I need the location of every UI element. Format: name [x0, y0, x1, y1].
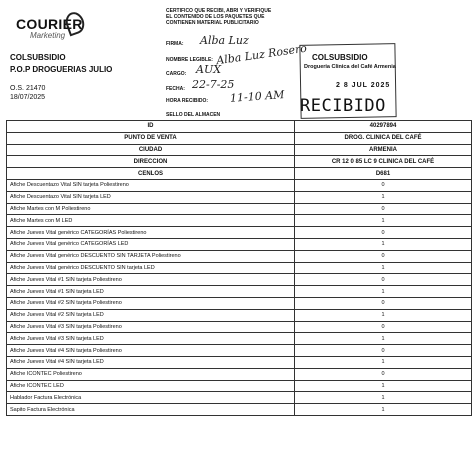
- logo-subtitle: Marketing: [30, 31, 66, 40]
- table-header-row: [7, 144, 472, 156]
- header-value: D681: [295, 168, 472, 180]
- row-quantity: 0: [295, 250, 472, 262]
- row-item: Afiche ICONTEC LED: [7, 380, 295, 392]
- row-item: Afiche Jueves Vital #2 SIN tarjeta LED: [7, 309, 295, 321]
- row-item: Afiche Jueves Vital genérico CATEGORÍAS Poliestireno: [7, 227, 295, 239]
- logo-text: COURIER: [16, 16, 83, 32]
- nombre-value: Alba Luz Rosero: [215, 41, 308, 68]
- header-label: PUNTO DE VENTA: [7, 132, 295, 144]
- row-item: Afiche Descuentazo Vital SIN tarjeta LED: [7, 191, 295, 203]
- row-quantity: 0: [295, 274, 472, 286]
- table-row: [7, 227, 472, 239]
- certificate-text: CERTIFICO QUE RECIBI, ABRI Y VERIFIQUE EL CONTENIDO DE LOS PAQUETES QUE CONTIENEN MATERIAL PUBLICITARIO: [166, 8, 272, 26]
- row-item: Sapito Factura Electrónica: [7, 404, 295, 416]
- stamp-received: RECIBIDO: [300, 96, 386, 116]
- row-item: Afiche Martes con M LED: [7, 215, 295, 227]
- table-row: [7, 356, 472, 368]
- table-row: [7, 345, 472, 357]
- company-subtitle: P.O.P DROGUERIAS JULIO: [10, 65, 113, 74]
- sello-label: SELLO DEL ALMACEN: [166, 112, 221, 118]
- table-header-row: [7, 168, 472, 180]
- row-quantity: 1: [295, 392, 472, 404]
- row-quantity: 1: [295, 215, 472, 227]
- stamp-title: COLSUBSIDIO: [312, 53, 368, 62]
- row-quantity: 0: [295, 179, 472, 191]
- fecha-label: FECHA:: [166, 86, 185, 92]
- row-quantity: 0: [295, 321, 472, 333]
- stamp-subtitle: Drogueria Clinica del Café Armenia: [304, 64, 396, 70]
- row-item: Afiche ICONTEC Poliestireno: [7, 368, 295, 380]
- fecha-value: 22-7-25: [192, 78, 235, 91]
- table-row: [7, 392, 472, 404]
- table-row: [7, 274, 472, 286]
- row-quantity: 1: [295, 333, 472, 345]
- header-label: CIUDAD: [7, 144, 295, 156]
- row-item: Afiche Jueves Vital genérico CATEGORÍAS LED: [7, 238, 295, 250]
- table-header-row: [7, 121, 472, 133]
- row-quantity: 0: [295, 345, 472, 357]
- row-item: Afiche Jueves Vital #1 SIN tarjeta Poliestireno: [7, 274, 295, 286]
- row-quantity: 1: [295, 238, 472, 250]
- row-item: Afiche Jueves Vital #4 SIN tarjeta LED: [7, 356, 295, 368]
- table-row: [7, 179, 472, 191]
- table-row: [7, 215, 472, 227]
- header-value: ARMENIA: [295, 144, 472, 156]
- table-row: [7, 191, 472, 203]
- row-item: Afiche Jueves Vital #1 SIN tarjeta LED: [7, 286, 295, 298]
- table-row: [7, 309, 472, 321]
- row-quantity: 1: [295, 286, 472, 298]
- table-row: [7, 238, 472, 250]
- delivery-table: [6, 120, 472, 416]
- hora-label: HORA RECIBIDO:: [166, 98, 209, 104]
- row-quantity: 1: [295, 262, 472, 274]
- row-quantity: 0: [295, 297, 472, 309]
- table-row: [7, 404, 472, 416]
- table-row: [7, 333, 472, 345]
- row-item: Afiche Martes con M Poliestireno: [7, 203, 295, 215]
- table-row: [7, 262, 472, 274]
- nombre-label: NOMBRE LEGIBLE:: [166, 57, 213, 63]
- cargo-label: CARGO:: [166, 71, 187, 77]
- row-item: Afiche Jueves Vital #2 SIN tarjeta Poliestireno: [7, 297, 295, 309]
- row-quantity: 1: [295, 356, 472, 368]
- firma-label: FIRMA:: [166, 41, 184, 47]
- header-label: ID: [7, 121, 295, 133]
- table-header-row: [7, 132, 472, 144]
- table-row: [7, 380, 472, 392]
- row-item: Afiche Jueves Vital #3 SIN tarjeta Poliestireno: [7, 321, 295, 333]
- row-quantity: 1: [295, 191, 472, 203]
- header-value: CR 12 0 85 LC 9 CLINICA DEL CAFÉ: [295, 156, 472, 168]
- header-label: CENLOS: [7, 168, 295, 180]
- logo-icon: [63, 10, 87, 37]
- table-row: [7, 321, 472, 333]
- order-number: O.S. 21470: [10, 85, 46, 92]
- header-value: DROG. CLINICA DEL CAFÉ: [295, 132, 472, 144]
- row-item: Afiche Jueves Vital #3 SIN tarjeta LED: [7, 333, 295, 345]
- table-header-row: [7, 156, 472, 168]
- order-block: [10, 84, 45, 102]
- row-quantity: 0: [295, 227, 472, 239]
- row-item: Afiche Descuentazo Vital SIN tarjeta Poliestireno: [7, 179, 295, 191]
- table-row: [7, 250, 472, 262]
- table-row: [7, 297, 472, 309]
- header-label: DIRECCION: [7, 156, 295, 168]
- table-row: [7, 368, 472, 380]
- hora-value: 11-10 AM: [229, 88, 285, 105]
- table-row: [7, 203, 472, 215]
- row-item: Hablador Factura Electrónica: [7, 392, 295, 404]
- company-name: COLSUBSIDIO: [10, 53, 66, 62]
- row-item: Afiche Jueves Vital genérico DESCUENTO SIN TARJETA Poliestireno: [7, 250, 295, 262]
- row-quantity: 0: [295, 368, 472, 380]
- header-value: 40297894: [295, 121, 472, 133]
- row-item: Afiche Jueves Vital #4 SIN tarjeta Poliestireno: [7, 345, 295, 357]
- row-quantity: 1: [295, 309, 472, 321]
- company-block: [10, 52, 112, 76]
- firma-value: Alba Luz: [200, 34, 249, 47]
- row-item: Afiche Jueves Vital genérico DESCUENTO SIN tarjeta LED: [7, 262, 295, 274]
- row-quantity: 0: [295, 203, 472, 215]
- table-row: [7, 286, 472, 298]
- row-quantity: 1: [295, 404, 472, 416]
- cargo-value: AUX: [196, 63, 222, 76]
- stamp-date: 2 8 JUL 2025: [336, 82, 391, 89]
- order-date: 18/07/2025: [10, 94, 46, 101]
- row-quantity: 1: [295, 380, 472, 392]
